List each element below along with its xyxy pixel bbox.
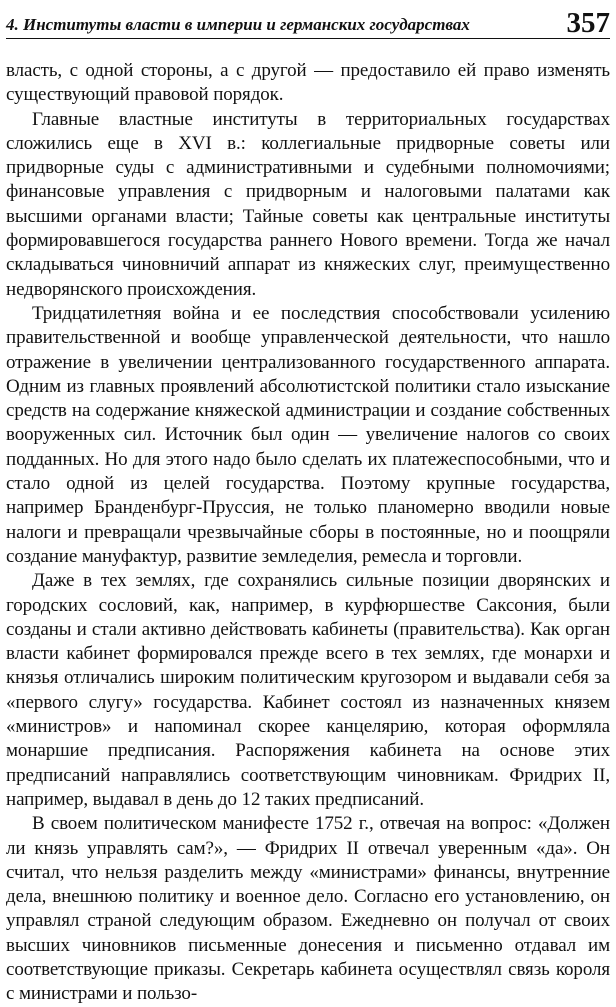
body-text <box>6 59 610 1007</box>
chapter-title: 4. Институты власти в империи и германских государствах <box>6 15 470 34</box>
page-number: 357 <box>566 7 610 39</box>
paragraph: Главные властные институты в территориальных государствах сложились еще в XVI в.: коллегиальные придворные советы или придворные суды с административными и судебными полномочиями; финансовые управления с придворным и налоговыми палатами как высшими органами власти; Тайные советы как центральные институты формировавшегося государства раннего Нового времени. Тогда же начал складываться чиновничий аппарат из княжеских слуг, преимущественно недворянского происхождения. <box>6 108 610 300</box>
paragraph: Даже в тех землях, где сохранялись сильные позиции дворянских и городских сословий, как, например, в курфюршестве Саксония, были созданы и стали активно действовать кабинеты (правительства). Как орган власти кабинет формировался прежде всего в тех землях, где монархи и князья отличались широким политическим кругозором и выдавали себя за «первого слугу» государства. Кабинет состоял из назначенных князем «министров» и напоминал скорее канцелярию, которая оформляла монаршие предписания. Распоряжения кабинета на основе этих предписаний направлялись соответствующим чиновникам. Фридрих II, например, выдавал в день до 12 таких предписаний. <box>6 570 610 810</box>
paragraph-continued: власть, с одной стороны, а с другой — предоставило ей право изменять существующий правовой порядок. <box>6 60 610 106</box>
paragraph: Тридцатилетняя война и ее последствия способствовали усилению правительственной и вообще управленческой деятельности, что нашло отражение в увеличении централизованного государственного аппарата. Одним из главных проявлений абсолютистской политики стало изыскание средств на содержание княжеской администрации и создание собственных вооруженных сил. Источник был один — увеличение налогов со своих подданных. Но для этого надо было сделать их платежеспособными, что и стало одной из целей государства. Поэтому крупные государства, например Бранденбург-Пруссия, не только планомерно вводили новые налоги и превращали чрезвычайные сборы в постоянные, но и поощряли создание мануфактур, развитие земледелия, ремесла и торговли. <box>6 302 610 567</box>
running-header <box>6 8 610 39</box>
paragraph: В своем политическом манифесте 1752 г., отвечая на вопрос: «Должен ли князь управлять сам?», — Фридрих II отвечал уверенным «да». Он считал, что нельзя разделить между «министрами» финансы, внутренние дела, внешнюю политику и военное дело. Согласно его установлению, он управлял страной следующим образом. Ежедневно он получал от своих высших чиновников письменные донесения и письменно отдавал им соответствующие приказы. Секретарь кабинета осуществлял связь короля с министрами и пользо- <box>6 813 610 1005</box>
